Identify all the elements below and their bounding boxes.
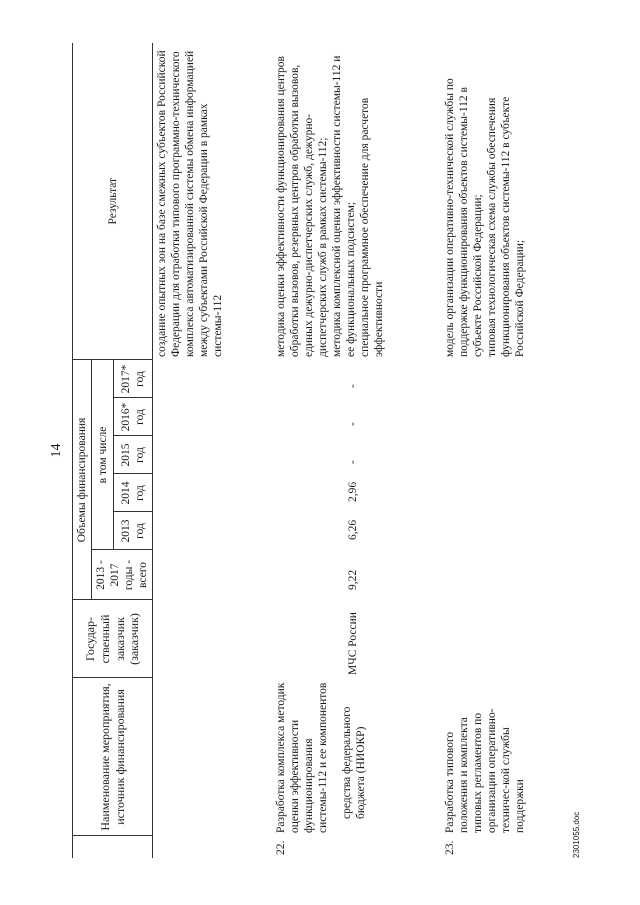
row-result: модель организации оперативно-технической службы по поддержке функционирования объектов системы-112 в субъекте Российской Федерации; типовая технологическая схема службы обеспечения функционирования объектов системы-112 в субъекте Российской Федерации;: [444, 78, 527, 357]
row-value: 2,96: [347, 481, 360, 502]
header-year: 2015 год: [114, 436, 153, 474]
row-value: 6,26: [347, 519, 360, 540]
row-name: Разработка типового положения и комплекта типовых регламентов по организации оперативно-техничес-кой службы поддержки: [444, 708, 527, 833]
header-event-name: Наименование мероприятия, источник финансирования: [73, 678, 153, 836]
row-name: Разработка комплекса методик оценки эффективности функционирования системы-112 и ее компонентов: [275, 682, 330, 833]
table-row: [153, 43, 273, 858]
table-row: [441, 43, 539, 858]
page-number: 14: [49, 443, 64, 458]
row-total: 9,22: [347, 569, 360, 590]
row-source: средства федерального бюджета (НИОКР): [341, 706, 368, 819]
row-total: [441, 550, 539, 600]
header-including: в том числе: [92, 360, 114, 550]
document-id: 2301055.doc: [572, 811, 581, 858]
row-value: -: [347, 422, 360, 426]
header-year: 2017* год: [114, 360, 153, 398]
row-value: [441, 474, 539, 512]
header-number: [73, 836, 153, 858]
header-total: 2013 - 2017 годы - всего: [92, 550, 153, 600]
row-value: -: [347, 384, 360, 388]
row-name-cell: [153, 678, 273, 836]
financing-table: [72, 43, 539, 858]
row-customer: [441, 600, 539, 678]
header-customer: Государ-ственный заказчик (заказчик): [73, 600, 153, 678]
header-result: Результат: [73, 43, 153, 360]
row-value: [153, 474, 273, 512]
row-value: [153, 360, 273, 398]
row-number: 22.: [275, 840, 288, 855]
header-funding-group: Объемы финансирования: [73, 360, 92, 600]
row-value: [441, 512, 539, 550]
row-customer: МЧС России: [347, 612, 360, 675]
header-year: 2014 год: [114, 474, 153, 512]
row-value: [441, 360, 539, 398]
row-value: [441, 436, 539, 474]
row-value: -: [347, 460, 360, 464]
row-number: [153, 836, 273, 858]
row-total: [153, 550, 273, 600]
row-value: [153, 512, 273, 550]
row-number: 23.: [444, 840, 457, 855]
row-result: методика оценки эффективности функционирования центров обработки вызовов, резервных центров обработки вызовов, единых дежурно-диспетчерских служб, дежурно-диспетчерских служб в рамках системы-112; методика комплексной оценки эффективности системы-112 и ее функциональных подсистем; специальное программное обеспечение для расчетов эффективности: [275, 55, 386, 357]
row-value: [153, 398, 273, 436]
row-value: [153, 436, 273, 474]
row-customer: [153, 600, 273, 678]
row-result: создание опытных зон на базе смежных субъектов Российской Федерации для отработки типового программно-технического комплекса автоматизированной системы обмена информацией между субъектами Российской Федерации в рамках системы-112: [156, 50, 225, 357]
table-row: [272, 43, 441, 858]
header-year: 2016* год: [114, 398, 153, 436]
row-value: [441, 398, 539, 436]
row-name-cell: [441, 678, 539, 836]
rotated-sheet: [42, 43, 597, 858]
header-year: 2013 год: [114, 512, 153, 550]
row-name-cell: [272, 678, 441, 836]
